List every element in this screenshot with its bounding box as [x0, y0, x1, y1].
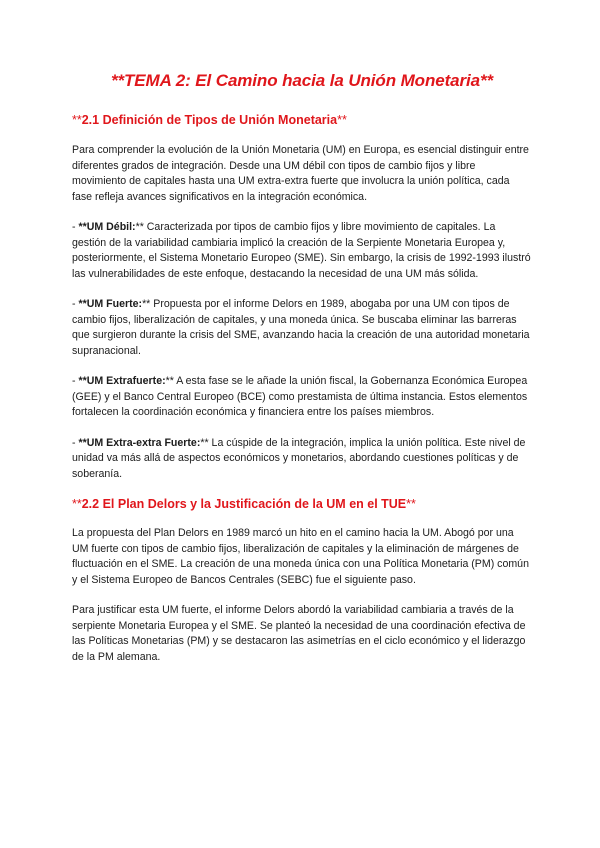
list-term-stars: **	[135, 221, 144, 233]
list-term: **UM Extra-extra Fuerte:	[78, 436, 201, 449]
list-item-um-debil	[72, 220, 532, 282]
heading-text: 2.2 El Plan Delors y la Justificación de la UM en el TUE	[81, 497, 407, 511]
delors-paragraph-2: Para justificar esta UM fuerte, el informe Delors abordó la variabilidad cambiaria a través de la serpiente Monetaria Europea y el SME. Se planteó la necesidad de una coordinación efectiva de las Políticas Monetarias (PM) y se destacaron las asimetrías en el ciclo económico y el liderazgo de la PM alemana.	[72, 604, 526, 663]
heading-stars-open: **	[72, 113, 82, 127]
intro-paragraph: Para comprender la evolución de la Unión Monetaria (UM) en Europa, es esencial distinguir entre diferentes grados de integración. Desde una UM débil con tipos de cambio fijos y libre movimiento de capitales hasta una UM extra-extra fuerte que involucra la unión política, cada fase refleja avances significativos en la integración económica.	[72, 144, 529, 203]
heading-stars-close: **	[337, 113, 347, 127]
list-term-stars: **	[200, 436, 209, 449]
list-text: Propuesta por el informe Delors en 1989, abogaba por una UM con tipos de cambio fijos, liberalización de capitales, y una moneda única. Se buscaba eliminar las barreras que surgieron durante la crisis del SME, avanzando hacia la creación de una autoridad monetaria supranacional.	[72, 298, 530, 357]
list-term: **UM Extrafuerte:	[78, 375, 166, 387]
list-term: **UM Débil:	[78, 221, 136, 233]
heading-stars-close: **	[406, 497, 416, 511]
page-title: **TEMA 2: El Camino hacia la Unión Monetaria**	[110, 71, 494, 90]
list-text: A esta fase se le añade la unión fiscal, la Gobernanza Económica Europea (GEE) y el Banco Central Europeo (BCE) como prestamista de última instancia. Estos elementos fortalecen la coordinación económica y financiera entre los países miembros.	[72, 375, 528, 418]
list-term: **UM Fuerte:	[78, 298, 143, 310]
list-prefix: -	[72, 221, 79, 233]
heading-stars-open: **	[72, 497, 82, 511]
list-term-stars: **	[165, 375, 174, 387]
list-item-um-fuerte	[72, 297, 532, 359]
list-item-um-extra-extra-fuerte	[72, 436, 532, 483]
list-text: La cúspide de la integración, implica la unión política. Este nivel de unidad va más allá de aspectos económicos y monetarios, abordando cuestiones políticas y de soberanía.	[72, 436, 526, 480]
delors-paragraph-1: La propuesta del Plan Delors en 1989 marcó un hito en el camino hacia la UM. Abogó por una UM fuerte con tipos de cambio fijos, liberalización de capitales y la eliminación de márgenes de fluctuación en el SME. La creación de una moneda única con una Política Monetaria (PM) común y el Sistema Europeo de Bancos Centrales (SEBC) fue el siguiente paso.	[72, 527, 529, 586]
list-item-um-extrafuerte	[72, 374, 532, 421]
list-prefix: -	[72, 298, 79, 310]
section-heading-2-1	[72, 112, 532, 128]
list-prefix: -	[72, 375, 79, 387]
list-text: Caracterizada por tipos de cambio fijos y libre movimiento de capitales. La gestión de la variabilidad cambiaria implicó la creación de la Serpiente Monetaria Europea y, posteriormente, el Sistema Monetario Europeo (SME). Sin embargo, la crisis de 1992-1993 ilustró las vulnerabilidades de este enfoque, destacando la necesidad de una UM más sólida.	[72, 221, 531, 280]
document-page	[72, 70, 532, 665]
heading-text: 2.1 Definición de Tipos de Unión Monetaria	[81, 113, 338, 127]
section-heading-2-2	[72, 496, 532, 512]
list-term-stars: **	[142, 298, 151, 310]
list-prefix: -	[72, 436, 79, 449]
